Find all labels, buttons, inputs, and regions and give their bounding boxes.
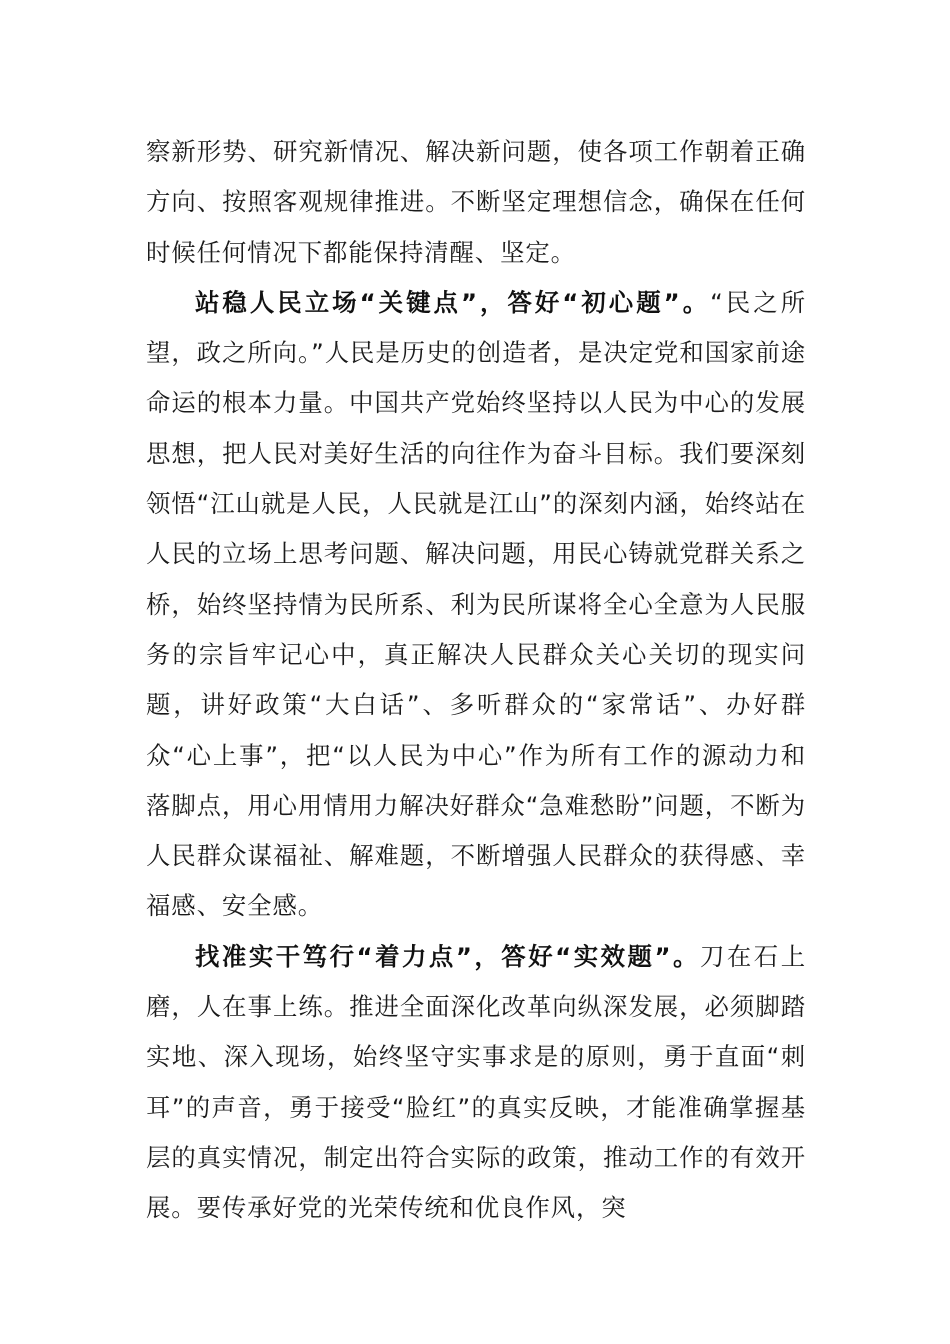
paragraph-heading: 找准实干笃行“着力点”，答好“实效题”。 xyxy=(195,941,700,971)
document-body xyxy=(146,127,806,1234)
paragraph-people-stance xyxy=(146,278,806,932)
paragraph-text: 刀在石上磨，人在事上练。推进全面深化改革向纵深发展，必须脚踏实地、深入现场，始终坚守实事求是的原则，勇于直面“刺耳”的声音，勇于接受“脸红”的真实反映，才能准确掌握基层的真实情况，制定出符合实际的政策，推动工作的有效开展。要传承好党的光荣传统和优良作风，突 xyxy=(146,941,807,1223)
paragraph-heading: 站稳人民立场“关键点”，答好“初心题”。 xyxy=(195,287,711,317)
paragraph-text: 察新形势、研究新情况、解决新问题，使各项工作朝着正确方向、按照客观规律推进。不断坚定理想信念，确保在任何时候任何情况下都能保持清醒、坚定。 xyxy=(146,137,806,267)
paragraph-text: “民之所望，政之所向。”人民是历史的创造者，是决定党和国家前途命运的根本力量。中国共产党始终坚持以人民为中心的发展思想，把人民对美好生活的向往作为奋斗目标。我们要深刻领悟“江山就是人民，人民就是江山”的深刻内涵，始终站在人民的立场上思考问题、解决问题，用民心铸就党群关系之桥，始终坚持情为民所系、利为民所谋将全心全意为人民服务的宗旨牢记心中，真正解决人民群众关心关切的现实问题，讲好政策“大白话”、多听群众的“家常话”、办好群众“心上事”，把“以人民为中心”作为所有工作的源动力和落脚点，用心用情用力解决好群众“急难愁盼”问题，不断为人民群众谋福祉、解难题，不断增强人民群众的获得感、幸福感、安全感。 xyxy=(146,287,806,921)
paragraph-practical-action xyxy=(146,932,806,1234)
paragraph-continuation xyxy=(146,127,806,278)
